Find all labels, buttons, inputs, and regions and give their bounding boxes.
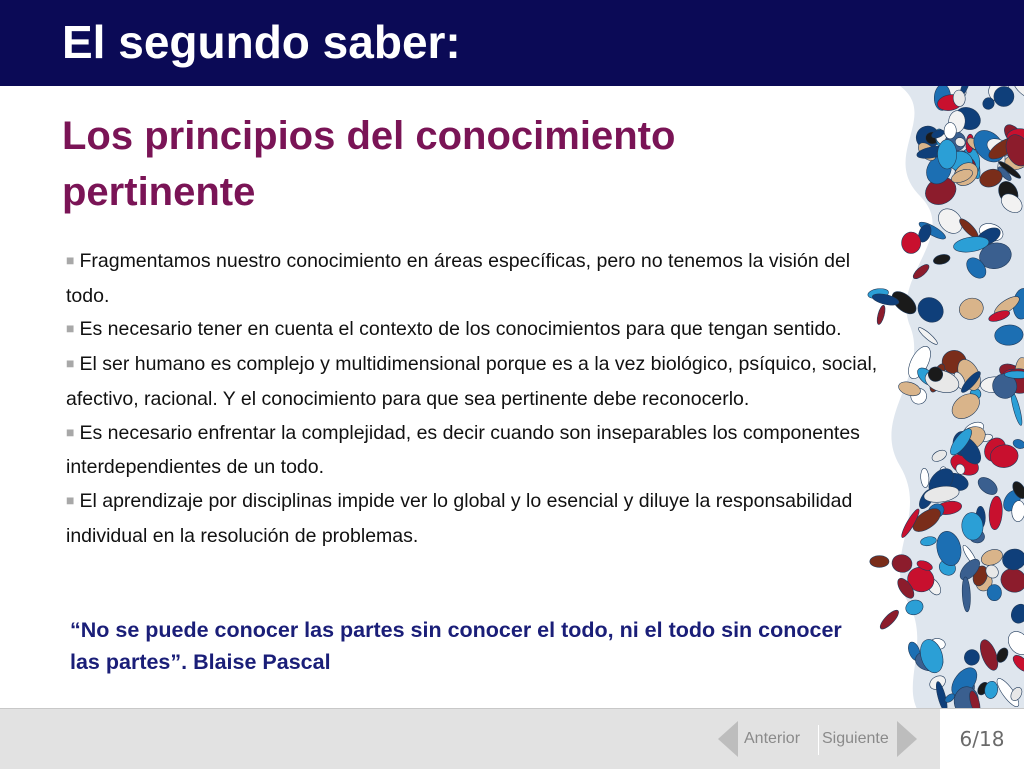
next-button[interactable] [822, 709, 917, 769]
header-bar [0, 0, 1024, 86]
slide-title: El segundo saber: [62, 16, 461, 68]
arrow-left-icon [718, 721, 738, 757]
mosaic-fragment [901, 232, 921, 254]
mosaic-fragment [938, 140, 957, 169]
mosaic-fragment [987, 584, 1002, 601]
bullet-item [66, 417, 896, 485]
bullet-item [66, 348, 896, 416]
pascal-quote: “No se puede conocer las partes sin conocer el todo, ni el todo sin conocer las partes”. Blaise Pascal [70, 618, 842, 674]
bullet-text: El ser humano es complejo y multidimensional porque es a la vez biológico, psíquico, social, afectivo, racional. Y el conocimiento para que sea pertinente debe reconocerlo. [66, 353, 878, 410]
next-label: Siguiente [822, 730, 889, 747]
previous-label: Anterior [744, 730, 801, 747]
mosaic-fragment [878, 608, 902, 632]
square-bullet-icon: ■ [66, 423, 75, 440]
bullet-item [66, 485, 896, 553]
square-bullet-icon: ■ [66, 252, 75, 268]
page-indicator-box [940, 709, 1024, 769]
square-bullet-icon: ■ [66, 491, 75, 508]
bullet-list [66, 245, 896, 553]
arrow-right-icon [897, 721, 917, 757]
bullet-text: Es necesario enfrentar la complejidad, es decir cuando son inseparables los componentes interdependientes de un todo. [66, 421, 860, 479]
bullet-item [66, 313, 896, 348]
bullet-text: El aprendizaje por disciplinas impide ver lo global y lo esencial y diluye la responsabilidad individual en la resolución de problemas. [66, 489, 853, 547]
bullet-text: Fragmentamos nuestro conocimiento en áreas específicas, pero no tenemos la visión del todo. [66, 250, 851, 307]
mosaic-fragment [944, 122, 957, 139]
bullet-text: Es necesario tener en cuenta el contexto de los conocimientos para que tengan sentido. [79, 318, 842, 341]
square-bullet-icon: ■ [66, 355, 75, 372]
page-indicator: 6/18 [959, 727, 1005, 751]
previous-button[interactable] [718, 709, 800, 769]
navigation-footer [0, 708, 1024, 769]
mosaic-fragment [870, 556, 889, 568]
nav-divider [818, 725, 819, 755]
square-bullet-icon: ■ [66, 320, 75, 337]
bullet-item [66, 245, 896, 313]
slide-subtitle: Los principios del conocimiento pertinente [62, 114, 676, 214]
